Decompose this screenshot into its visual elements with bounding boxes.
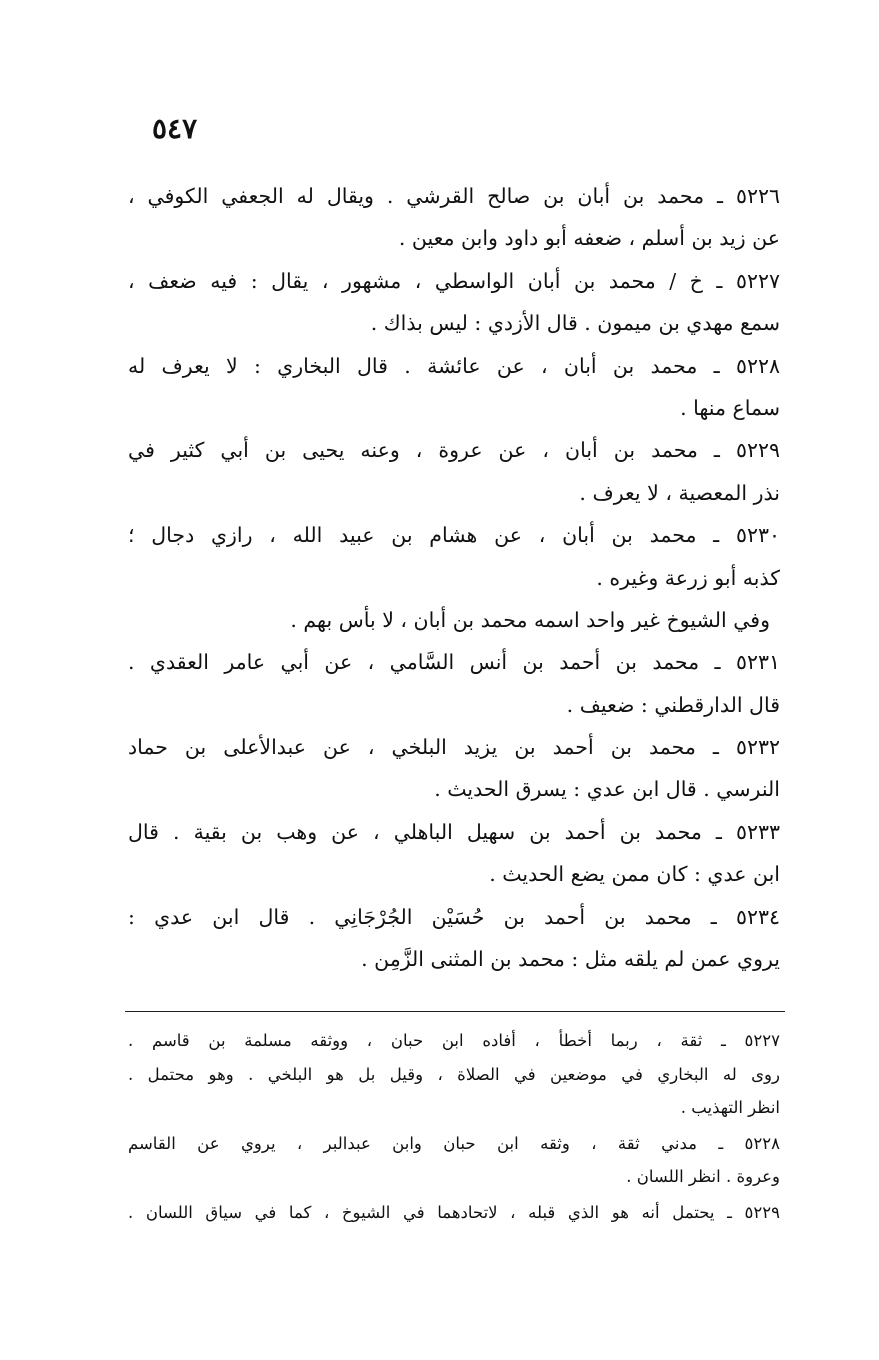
- text-line: ٥٢٣٣ ـ محمد بن أحمد بن سهيل الباهلي ، عن وهب بن بقية . قال: [128, 819, 780, 844]
- text-line: ابن عدي : كان ممن يضع الحديث .: [489, 862, 780, 887]
- text-line: ٥٢٢٨ ـ محمد بن أبان ، عن عائشة . قال البخاري : لا يعرف له: [128, 353, 780, 378]
- footnote-divider: [125, 1011, 785, 1012]
- page-number: ٥٤٧: [152, 112, 198, 145]
- text-line: ٥٢٢٧ ـ خ / محمد بن أبان الواسطي ، مشهور ، يقال : فيه ضعف ،: [128, 268, 780, 293]
- text-line: عن زيد بن أسلم ، ضعفه أبو داود وابن معين .: [398, 226, 780, 251]
- text-line: سمع مهدي بن ميمون . قال الأزدي : ليس بذاك .: [370, 311, 780, 336]
- footnote-line: وعروة . انظر اللسان .: [626, 1167, 780, 1186]
- text-line: ٥٢٣٢ ـ محمد بن أحمد بن يزيد البلخي ، عن عبدالأعلى بن حماد: [128, 735, 780, 760]
- footnote-line: ٥٢٢٧ ـ ثقة ، ربما أخطأ ، أفاده ابن حبان ، ووثقه مسلمة بن قاسم .: [128, 1031, 780, 1050]
- text-line: ٥٢٣٤ ـ محمد بن أحمد بن حُسَيْن الجُرْجَانِي . قال ابن عدي :: [128, 904, 780, 929]
- entries-text: [128, 175, 780, 980]
- text-line: قال الدارقطني : ضعيف .: [566, 692, 780, 717]
- text-line: النرسي . قال ابن عدي : يسرق الحديث .: [434, 777, 780, 802]
- footnote-line: ٥٢٢٩ ـ يحتمل أنه هو الذي قبله ، لاتحادهما في الشيوخ ، كما في سياق اللسان .: [128, 1202, 780, 1222]
- text-line: كذبه أبو زرعة وغيره .: [596, 565, 780, 590]
- footnote-line: انظر التهذيب .: [680, 1098, 780, 1117]
- text-line: وفي الشيوخ غير واحد اسمه محمد بن أبان ، لا بأس بهم .: [290, 607, 770, 632]
- footnotes: [128, 1024, 780, 1229]
- footnote-line: روى له البخاري في موضعين في الصلاة ، وقيل بل هو البلخي . وهو محتمل .: [128, 1064, 780, 1084]
- text-line: ٥٢٢٩ ـ محمد بن أبان ، عن عروة ، وعنه يحيى بن أبي كثير في: [128, 438, 780, 463]
- text-line: ٥٢٢٦ ـ محمد بن أبان بن صالح القرشي . ويقال له الجعفي الكوفي ،: [128, 184, 780, 208]
- footnote-line: ٥٢٢٨ ـ مدني ثقة ، وثقه ابن حبان وابن عبدالبر ، يروي عن القاسم: [128, 1133, 780, 1153]
- text-line: ٥٢٣١ ـ محمد بن أحمد بن أنس السَّامي ، عن أبي عامر العقدي .: [128, 650, 780, 675]
- text-line: نذر المعصية ، لا يعرف .: [579, 480, 780, 505]
- text-line: ٥٢٣٠ ـ محمد بن أبان ، عن هشام بن عبيد الله ، رازي دجال ؛: [128, 523, 780, 548]
- text-line: يروي عمن لم يلقه مثل : محمد بن المثنى الزَّمِن .: [361, 947, 780, 972]
- text-line: سماع منها .: [680, 395, 780, 420]
